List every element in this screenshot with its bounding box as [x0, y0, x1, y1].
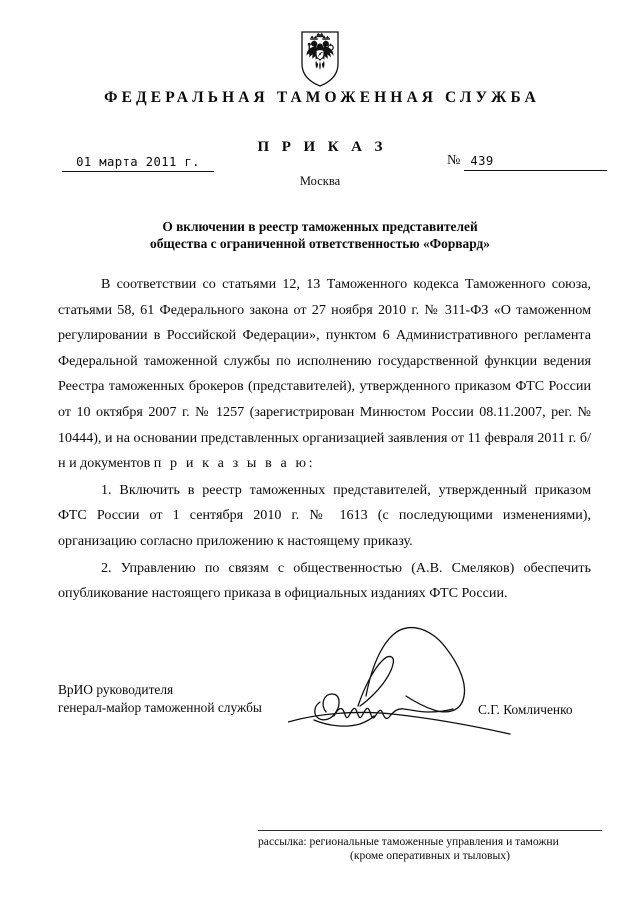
document-kind-heading: П Р И К А З — [257, 139, 387, 155]
document-city: Москва — [299, 174, 341, 188]
footer-exception-line: (кроме оперативных и тыловых) — [350, 849, 510, 862]
subject-line-2: общества с ограниченной ответственностью «Форвард» — [150, 236, 490, 251]
document-subject — [70, 218, 570, 252]
order-verb: п р и к а з ы в а ю: — [153, 455, 316, 472]
footer-distribution-line: рассылка: региональные таможенные управления и таможни — [258, 835, 559, 848]
document-number-group — [447, 153, 607, 171]
document-number-field[interactable]: 439 — [464, 154, 607, 171]
document-body — [58, 272, 591, 607]
handwritten-signature — [288, 626, 518, 738]
number-sign-symbol: № — [447, 153, 461, 168]
order-item-1: 1. Включить в реестр таможенных представителей, утвержденный приказом ФТС России от 1 сентября 2010 г. № 1613 (с последующими изменениями), организацию согласно приложению к настоящему приказу. — [58, 481, 591, 549]
subject-line-1: О включении в реестр таможенных представителей — [162, 219, 478, 234]
signer-name: С.Г. Комличенко — [478, 702, 573, 717]
order-item-2: 2. Управлению по связям с общественностью (А.В. Смеляков) обеспечить опубликование настоящего приказа в официальных изданиях ФТС России. — [58, 559, 591, 602]
signer-position — [58, 681, 262, 716]
document-date-field[interactable]: 01 марта 2011 г. — [62, 155, 214, 172]
document-footer — [258, 830, 602, 862]
signer-position-line-1: ВрИО руководителя — [58, 682, 174, 697]
emblem-container — [0, 30, 640, 93]
organization-title: ФЕДЕРАЛЬНАЯ ТАМОЖЕННАЯ СЛУЖБА — [104, 89, 540, 106]
signer-position-line-2: генерал-майор таможенной службы — [58, 699, 262, 715]
preamble-paragraph — [58, 272, 591, 477]
russian-coat-of-arms-icon — [297, 30, 343, 88]
footer-divider — [258, 830, 602, 831]
preamble-text: В соответствии со статьями 12, 13 Таможенного кодекса Таможенного союза, статьями 58, 61 Федерального закона от 27 ноября 2010 г. № 311-ФЗ «О таможенном регулировании в Российской Федерации», пунктом 6 Административного регламента Федеральной таможенной службы по исполнению государственной функции ведения Реестра таможенных брокеров (представителей), утвержденного приказом ФТС России от 10 октября 2007 г. № 1257 (зарегистрирован Минюстом России 08.11.2007, рег. № 10444), и на основании представленных организацией заявления от 11 февраля 2011 г. б/н и документов — [58, 276, 591, 472]
